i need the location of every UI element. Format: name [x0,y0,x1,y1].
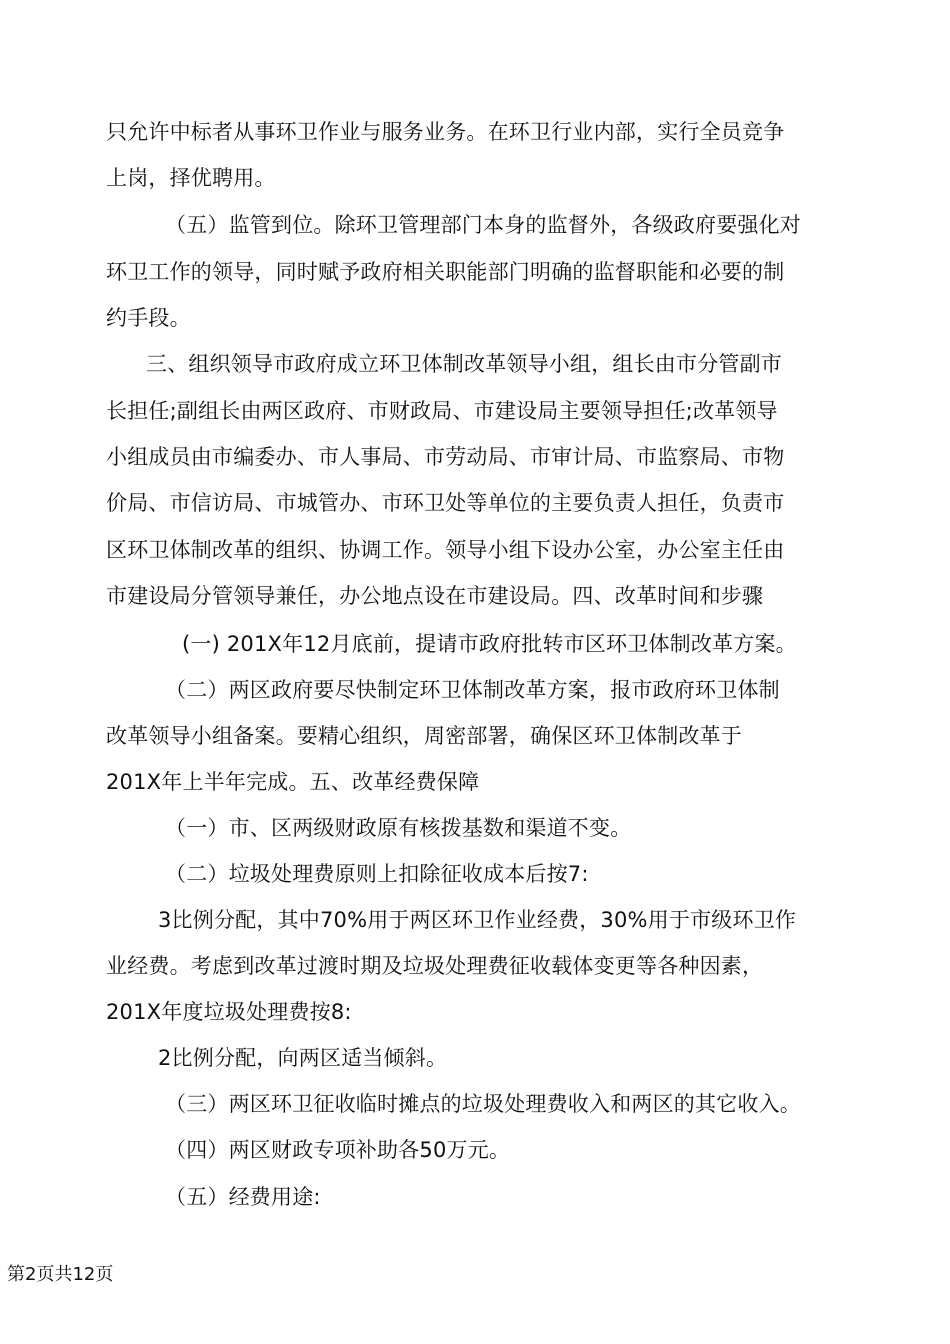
paragraph-line: 长担任;副组长由两区政府、市财政局、市建设局主要领导担任;改革领导 [106,399,778,423]
paragraph-line: 区环卫体制改革的组织、协调工作。领导小组下设办公室，办公室主任由 [106,538,785,562]
paragraph-line: （四）两区财政专项补助各50万元。 [165,1138,511,1162]
paragraph-line: 价局、市信访局、市城管办、市环卫处等单位的主要负责人担任，负责市 [106,491,785,515]
paragraph-line: 2比例分配，向两区适当倾斜。 [158,1046,448,1070]
paragraph-line: （五）监管到位。除环卫管理部门本身的监督外，各级政府要强化对 [165,213,801,237]
paragraph-line: 业经费。考虑到改革过渡时期及垃圾处理费征收载体变更等各种因素， [106,954,764,978]
paragraph-line: （二）垃圾处理费原则上扣除征收成本后按7: [165,862,589,886]
paragraph-line: 改革领导小组备案。要精心组织，周密部署，确保区环卫体制改革于 [106,724,742,748]
paragraph-line: 3比例分配，其中70%用于两区环卫作业经费，30%用于市级环卫作 [158,908,797,932]
paragraph-line: （三）两区环卫征收临时摊点的垃圾处理费收入和两区的其它收入。 [165,1092,801,1116]
page-number-footer: 第2页共12页 [7,1264,114,1285]
paragraph-line: 只允许中标者从事环卫作业与服务业务。在环卫行业内部，实行全员竞争 [106,120,785,144]
paragraph-line: 约手段。 [106,306,191,330]
paragraph-line: 环卫工作的领导，同时赋予政府相关职能部门明确的监督职能和必要的制 [106,260,785,284]
paragraph-line: （五）经费用途: [165,1185,321,1209]
paragraph-line: (一) 201X年12月底前，提请市政府批转市区环卫体制改革方案。 [182,632,797,656]
paragraph-line: 市建设局分管领导兼任，办公地点设在市建设局。四、改革时间和步骤 [106,584,764,608]
paragraph-line: （二）两区政府要尽快制定环卫体制改革方案，报市政府环卫体制 [165,678,780,702]
paragraph-line: 201X年度垃圾处理费按8: [106,1000,352,1024]
paragraph-line: 小组成员由市编委办、市人事局、市劳动局、市审计局、市监察局、市物 [106,445,785,469]
paragraph-line: （一）市、区两级财政原有核拨基数和渠道不变。 [165,816,632,840]
paragraph-line: 上岗，择优聘用。 [106,166,276,190]
paragraph-line: 三、组织领导市政府成立环卫体制改革领导小组，组长由市分管副市 [146,352,782,376]
paragraph-line: 201X年上半年完成。五、改革经费保障 [106,770,480,794]
